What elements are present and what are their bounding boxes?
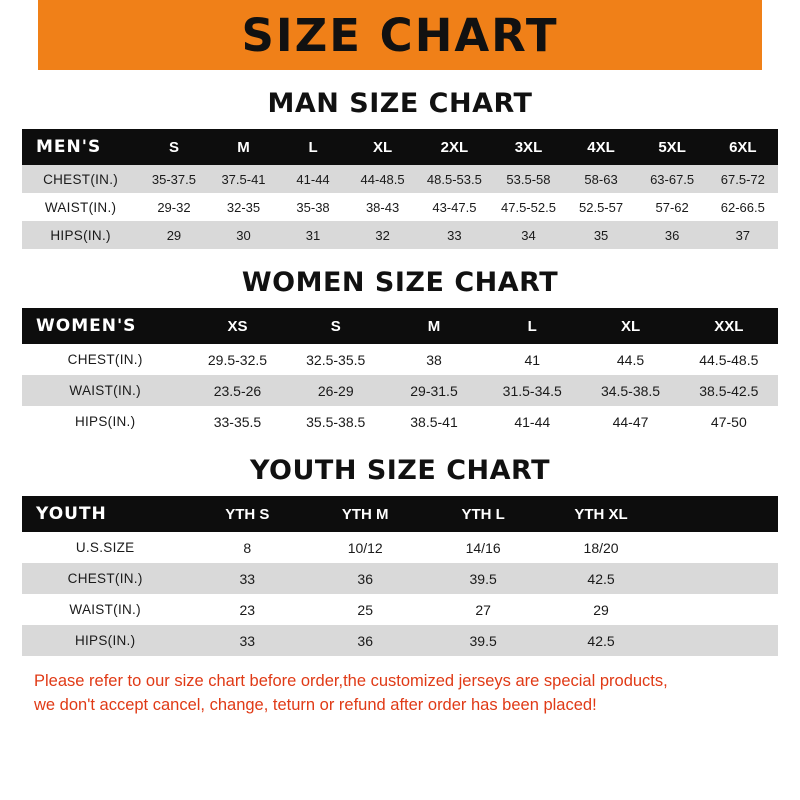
men-chest-l: 41-44 [278, 165, 348, 193]
youth-hips-blank [660, 625, 778, 656]
youth-chest-m: 36 [306, 563, 424, 594]
men-hips-4xl: 35 [566, 221, 637, 249]
men-hips-2xl: 33 [417, 221, 491, 249]
youth-chest-xl: 42.5 [542, 563, 660, 594]
men-waist-l: 35-38 [278, 193, 348, 221]
women-waist-xl: 34.5-38.5 [581, 375, 679, 406]
women-chest-xl: 44.5 [581, 344, 679, 375]
table-row [22, 344, 778, 375]
youth-row-label-ussize: U.S.SIZE [22, 532, 188, 563]
women-row-label-waist: WAIST(IN.) [22, 375, 188, 406]
women-hips-s: 35.5-38.5 [287, 406, 385, 437]
men-header-3xl: 3XL [491, 129, 565, 165]
youth-chest-l: 39.5 [424, 563, 542, 594]
table-row [22, 165, 778, 193]
youth-hips-l: 39.5 [424, 625, 542, 656]
men-header-2xl: 2XL [417, 129, 491, 165]
women-hips-xs: 33-35.5 [188, 406, 286, 437]
men-header-l: L [278, 129, 348, 165]
youth-row-label-waist: WAIST(IN.) [22, 594, 188, 625]
table-row [22, 375, 778, 406]
men-row-label-waist: WAIST(IN.) [22, 193, 139, 221]
women-chest-l: 41 [483, 344, 581, 375]
banner-left-notch [0, 0, 38, 70]
content [0, 88, 800, 718]
men-hips-5xl: 36 [637, 221, 708, 249]
men-header-m: M [209, 129, 279, 165]
men-section-title: MAN SIZE CHART [267, 88, 533, 119]
men-waist-m: 32-35 [209, 193, 279, 221]
women-header-xxl: XXL [680, 308, 778, 344]
table-row [22, 532, 778, 563]
men-waist-xl: 38-43 [348, 193, 418, 221]
women-header-label: WOMEN'S [22, 308, 188, 344]
women-waist-xs: 23.5-26 [188, 375, 286, 406]
youth-ussize-l: 14/16 [424, 532, 542, 563]
youth-ussize-s: 8 [188, 532, 306, 563]
table-header-row [22, 129, 778, 165]
women-chest-m: 38 [385, 344, 483, 375]
youth-waist-m: 25 [306, 594, 424, 625]
youth-header-yth-xl: YTH XL [542, 496, 660, 532]
women-hips-xl: 44-47 [581, 406, 679, 437]
table-header-row [22, 496, 778, 532]
men-waist-6xl: 62-66.5 [708, 193, 778, 221]
men-chest-xl: 44-48.5 [348, 165, 418, 193]
women-row-label-hips: HIPS(IN.) [22, 406, 188, 437]
men-hips-xl: 32 [348, 221, 418, 249]
women-header-xl: XL [581, 308, 679, 344]
men-waist-5xl: 57-62 [637, 193, 708, 221]
men-header-6xl: 6XL [708, 129, 778, 165]
notice-text [34, 670, 766, 718]
youth-ussize-m: 10/12 [306, 532, 424, 563]
youth-row-label-hips: HIPS(IN.) [22, 625, 188, 656]
table-header-row [22, 308, 778, 344]
women-waist-l: 31.5-34.5 [483, 375, 581, 406]
women-waist-m: 29-31.5 [385, 375, 483, 406]
women-header-l: L [483, 308, 581, 344]
women-waist-s: 26-29 [287, 375, 385, 406]
women-chest-xxl: 44.5-48.5 [680, 344, 778, 375]
youth-waist-blank [660, 594, 778, 625]
youth-header-yth-l: YTH L [424, 496, 542, 532]
table-row [22, 625, 778, 656]
women-section-title: WOMEN SIZE CHART [241, 267, 559, 298]
women-row-label-chest: CHEST(IN.) [22, 344, 188, 375]
women-hips-l: 41-44 [483, 406, 581, 437]
youth-section-title: YOUTH SIZE CHART [249, 455, 551, 486]
youth-chest-s: 33 [188, 563, 306, 594]
women-chest-s: 32.5-35.5 [287, 344, 385, 375]
women-waist-xxl: 38.5-42.5 [680, 375, 778, 406]
banner [0, 0, 800, 70]
table-row [22, 406, 778, 437]
youth-header-yth-s: YTH S [188, 496, 306, 532]
youth-size-table [22, 496, 778, 656]
notice-line-2: we don't accept cancel, change, teturn or refund after order has been placed! [34, 695, 597, 714]
men-header-s: S [139, 129, 209, 165]
table-row [22, 193, 778, 221]
table-row [22, 594, 778, 625]
youth-hips-xl: 42.5 [542, 625, 660, 656]
men-chest-4xl: 58-63 [566, 165, 637, 193]
youth-header-label: YOUTH [22, 496, 188, 532]
men-chest-5xl: 63-67.5 [637, 165, 708, 193]
men-hips-l: 31 [278, 221, 348, 249]
men-header-xl: XL [348, 129, 418, 165]
men-waist-2xl: 43-47.5 [417, 193, 491, 221]
men-chest-3xl: 53.5-58 [491, 165, 565, 193]
men-waist-s: 29-32 [139, 193, 209, 221]
banner-right-notch [762, 0, 800, 70]
men-row-label-hips: HIPS(IN.) [22, 221, 139, 249]
women-chest-xs: 29.5-32.5 [188, 344, 286, 375]
youth-row-label-chest: CHEST(IN.) [22, 563, 188, 594]
men-chest-m: 37.5-41 [209, 165, 279, 193]
men-chest-2xl: 48.5-53.5 [417, 165, 491, 193]
notice-line-1: Please refer to our size chart before order,the customized jerseys are special products, [34, 672, 668, 690]
youth-waist-l: 27 [424, 594, 542, 625]
men-hips-m: 30 [209, 221, 279, 249]
youth-chest-blank [660, 563, 778, 594]
men-hips-s: 29 [139, 221, 209, 249]
women-size-table [22, 308, 778, 437]
table-row [22, 563, 778, 594]
women-hips-xxl: 47-50 [680, 406, 778, 437]
men-header-label: MEN'S [22, 129, 139, 165]
youth-waist-s: 23 [188, 594, 306, 625]
youth-hips-m: 36 [306, 625, 424, 656]
men-header-4xl: 4XL [566, 129, 637, 165]
women-header-m: M [385, 308, 483, 344]
youth-ussize-blank [660, 532, 778, 563]
women-header-xs: XS [188, 308, 286, 344]
women-header-s: S [287, 308, 385, 344]
men-row-label-chest: CHEST(IN.) [22, 165, 139, 193]
men-waist-4xl: 52.5-57 [566, 193, 637, 221]
youth-header-yth-m: YTH M [306, 496, 424, 532]
youth-header-blank [660, 496, 778, 532]
men-size-table [22, 129, 778, 249]
women-hips-m: 38.5-41 [385, 406, 483, 437]
table-row [22, 221, 778, 249]
page-title: SIZE CHART [241, 8, 559, 62]
youth-waist-xl: 29 [542, 594, 660, 625]
men-waist-3xl: 47.5-52.5 [491, 193, 565, 221]
youth-ussize-xl: 18/20 [542, 532, 660, 563]
men-chest-6xl: 67.5-72 [708, 165, 778, 193]
youth-hips-s: 33 [188, 625, 306, 656]
men-chest-s: 35-37.5 [139, 165, 209, 193]
men-hips-6xl: 37 [708, 221, 778, 249]
men-hips-3xl: 34 [491, 221, 565, 249]
men-header-5xl: 5XL [637, 129, 708, 165]
